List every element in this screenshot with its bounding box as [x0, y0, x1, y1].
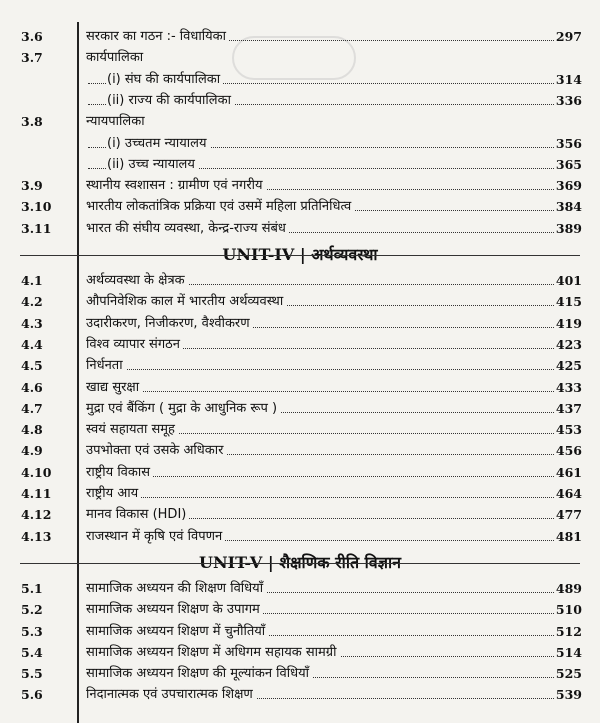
entry-title: सामाजिक अध्ययन शिक्षण में अधिगम सहायक सामग्री: [86, 643, 340, 663]
entry-title: सामाजिक अध्ययन शिक्षण में चुनौतियाँ: [86, 622, 268, 642]
entry-number: 4.8: [21, 422, 43, 438]
entry-title: स्वयं सहायता समूह: [86, 420, 178, 440]
entry-page-number: 401: [554, 271, 582, 291]
entry-title: उदारीकरण, निजीकरण, वैश्वीकरण: [86, 314, 253, 334]
toc-entry[interactable]: [0, 579, 600, 599]
entry-title: (i) संघ की कार्यपालिका: [107, 70, 223, 90]
toc-entry[interactable]: [0, 70, 600, 90]
entry-number: 3.9: [21, 178, 43, 194]
entry-page-number: 456: [554, 441, 582, 461]
entry-number: 3.8: [21, 114, 43, 130]
toc-entry[interactable]: [0, 155, 600, 175]
entry-title: मानव विकास (HDI): [86, 505, 189, 525]
toc-entry[interactable]: [0, 134, 600, 154]
entry-page-number: 419: [554, 314, 582, 334]
unit-heading: [0, 243, 600, 267]
toc-entry[interactable]: [0, 420, 600, 440]
dot-leader: [88, 476, 580, 477]
entry-number: 3.11: [21, 220, 52, 236]
toc-entry[interactable]: [0, 335, 600, 355]
entry-number: 5.5: [21, 666, 43, 682]
toc-entry[interactable]: [0, 399, 600, 419]
toc-entry[interactable]: [0, 176, 600, 196]
toc-entry[interactable]: [0, 356, 600, 376]
toc-entry[interactable]: [0, 219, 600, 239]
entry-number: 3.6: [21, 29, 43, 44]
entry-number: 3.10: [21, 199, 52, 215]
toc-entry[interactable]: [0, 527, 600, 547]
entry-page-number: 356: [554, 134, 582, 154]
entry-title: निदानात्मक एवं उपचारात्मक शिक्षण: [86, 685, 256, 705]
entry-title: कार्यपालिका: [86, 48, 146, 68]
dot-leader: [88, 391, 580, 392]
entry-title: न्यायपालिका: [86, 112, 148, 132]
toc-entry[interactable]: [0, 643, 600, 663]
toc-entry[interactable]: [0, 292, 600, 312]
entry-number: 5.6: [21, 687, 43, 703]
entry-number: 4.5: [21, 358, 43, 374]
toc-entry[interactable]: [0, 600, 600, 620]
entry-title: (i) उच्चतम न्यायालय: [107, 134, 210, 154]
toc-entry[interactable]: [0, 685, 600, 705]
toc-entry[interactable]: [0, 378, 600, 398]
entry-page-number: 539: [554, 685, 582, 705]
entry-page-number: 510: [554, 600, 582, 620]
entry-title: निर्धनता: [86, 356, 126, 376]
entry-page-number: 481: [554, 527, 582, 547]
entry-number: 5.3: [21, 623, 43, 639]
entry-title: स्थानीय स्वशासन : ग्रामीण एवं नगरीय: [86, 176, 266, 196]
entry-title: भारतीय लोकतांत्रिक प्रक्रिया एवं उसमें महिला प्रतिनिधित्व: [86, 197, 354, 217]
entry-number: 4.6: [21, 379, 43, 395]
entry-page-number: 423: [554, 335, 582, 355]
entry-title: औपनिवेशिक काल में भारतीय अर्थव्यवस्था: [86, 292, 286, 312]
entry-number: 5.2: [21, 602, 43, 618]
entry-title: उपभोक्ता एवं उसके अधिकार: [86, 441, 226, 461]
entry-page-number: 336: [554, 91, 582, 111]
entry-number: 4.12: [21, 507, 52, 523]
entry-number: 4.11: [21, 486, 52, 501]
entry-number: 4.9: [21, 443, 43, 459]
entry-page-number: 453: [554, 420, 582, 440]
toc-entry[interactable]: [0, 112, 600, 132]
toc-entry[interactable]: [0, 622, 600, 642]
entry-number: 4.4: [21, 336, 43, 352]
entry-number: 4.3: [21, 315, 43, 331]
entry-title: सामाजिक अध्ययन शिक्षण के उपागम: [86, 600, 263, 620]
entry-number: 3.7: [21, 50, 43, 66]
entry-page-number: 297: [554, 27, 582, 47]
entry-title: राष्ट्रीय आय: [86, 484, 141, 504]
unit-heading-text: UNIT-V | शैक्षणिक रीति विज्ञान: [195, 553, 405, 572]
entry-page-number: 437: [554, 399, 582, 419]
entry-number: 4.13: [21, 528, 52, 544]
entry-number: 5.1: [21, 580, 43, 596]
entry-number: 4.10: [21, 464, 52, 480]
entry-page-number: 514: [554, 643, 582, 663]
entry-title: (ii) राज्य की कार्यपालिका: [107, 91, 234, 111]
entry-page-number: 415: [554, 292, 582, 312]
entry-title: (ii) उच्च न्यायालय: [107, 155, 198, 175]
entry-page-number: 461: [554, 463, 582, 483]
toc-entry[interactable]: [0, 505, 600, 525]
entry-page-number: 365: [554, 155, 582, 175]
entry-title: विश्व व्यापार संगठन: [86, 335, 183, 355]
entry-page-number: 369: [554, 176, 582, 196]
entry-page-number: 314: [554, 70, 582, 90]
entry-page-number: 433: [554, 378, 582, 398]
entry-title: राजस्थान में कृषि एवं विपणन: [86, 527, 225, 547]
toc-entry[interactable]: [0, 484, 600, 504]
entry-page-number: 512: [554, 622, 582, 642]
toc-entry[interactable]: [0, 48, 600, 68]
entry-page-number: 425: [554, 356, 582, 376]
entry-title: सामाजिक अध्ययन की शिक्षण विधियाँ: [86, 579, 266, 599]
toc-entry[interactable]: [0, 197, 600, 217]
entry-title: खाद्य सुरक्षा: [86, 378, 142, 398]
entry-page-number: 384: [554, 197, 582, 217]
entry-title: सामाजिक अध्ययन शिक्षण की मूल्यांकन विधियाँ: [86, 664, 312, 684]
toc-entry[interactable]: [0, 27, 600, 47]
entry-title: सरकार का गठन :- विधायिका: [86, 27, 229, 47]
entry-title: अर्थव्यवस्था के क्षेत्रक: [86, 271, 188, 291]
toc-entry[interactable]: [0, 91, 600, 111]
entry-number: 4.1: [21, 273, 43, 288]
toc-entry[interactable]: [0, 314, 600, 334]
entry-title: मुद्रा एवं बैंकिंग ( मुद्रा के आधुनिक रूप ): [86, 399, 280, 419]
toc-entry[interactable]: [0, 664, 600, 684]
entry-page-number: 489: [554, 579, 582, 599]
entry-number: 5.4: [21, 644, 43, 660]
entry-page-number: 525: [554, 664, 582, 684]
entry-page-number: 477: [554, 505, 582, 525]
unit-heading-rule: [20, 563, 580, 564]
toc-entry[interactable]: [0, 441, 600, 461]
toc-entry[interactable]: [0, 271, 600, 291]
entry-page-number: 464: [554, 484, 582, 504]
entry-title: भारत की संघीय व्यवस्था, केन्द्र-राज्य संबंध: [86, 219, 289, 239]
unit-heading-rule: [20, 255, 580, 256]
unit-heading-text: UNIT-IV | अर्थव्यवस्था: [218, 245, 381, 264]
entry-title: राष्ट्रीय विकास: [86, 463, 153, 483]
entry-number: 4.7: [21, 400, 43, 416]
unit-heading: [0, 551, 600, 575]
entry-page-number: 389: [554, 219, 582, 239]
toc-entry[interactable]: [0, 463, 600, 483]
dot-leader: [88, 497, 580, 498]
dot-leader: [88, 369, 580, 370]
entry-number: 4.2: [21, 294, 43, 310]
